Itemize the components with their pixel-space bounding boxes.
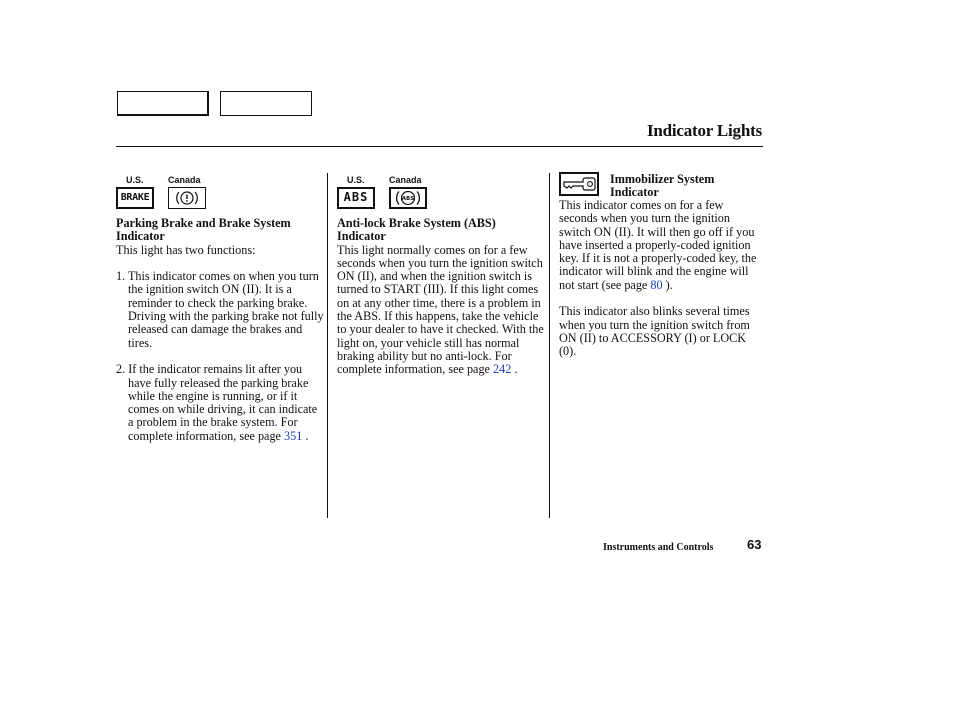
parking-brake-heading: Parking Brake and Brake System Indicator [116, 216, 291, 244]
immobilizer-section [559, 199, 764, 359]
abs-section [337, 174, 545, 377]
parking-brake-item-1: 1. This indicator comes on when you turn the ignition switch ON (II). It is a reminder to check the parking brake. Driving with the parking brake not fully released can damage the brakes and tires. [116, 269, 324, 350]
region-label-us: U.S. [347, 175, 365, 185]
column-divider [549, 173, 550, 518]
brake-warning-icon [168, 187, 206, 209]
region-label-canada: Canada [168, 175, 201, 185]
region-label-us: U.S. [126, 175, 144, 185]
abs-heading: Anti-lock Brake System (ABS) Indicator [337, 216, 496, 244]
column-divider [327, 173, 328, 518]
page-title: Indicator Lights [646, 121, 762, 140]
abs-text-icon: ABS [337, 187, 375, 209]
immobilizer-para-1: This indicator comes on for a few seconds when you turn the ignition switch ON (II). It will then go off if you have inserted a properly-coded ignition key. If it is not a properly-coded key, the indicator will blink and the engine will not start (see page 80 ). [559, 198, 757, 292]
footer-section-name: Instruments and Controls [603, 542, 714, 553]
page-link-80[interactable]: 80 [650, 277, 663, 292]
title-rule [116, 146, 763, 147]
abs-body: This light normally comes on for a few seconds when you turn the ignition switch ON (II), and when the ignition switch is turned to START (III). If this light comes on at any other time, there is a problem in the ABS. If this happens, take the vehicle to your dealer to have it checked. With the light on, your vehicle still has normal braking ability but no anti-lock. For complete information, see page 242 . [337, 242, 544, 377]
svg-text:ABS: ABS [401, 196, 415, 202]
parking-brake-section [116, 174, 324, 443]
region-label-canada: Canada [389, 175, 422, 185]
parking-brake-item-2: 2. If the indicator remains lit after you have fully released the parking brake while the engine is running, or if it comes on while driving, it can indicate a problem in the brake system. For complete information, see page 351 . [116, 362, 318, 443]
key-icon [559, 172, 599, 196]
page-number: 63 [747, 537, 762, 552]
nav-tab-next[interactable] [220, 91, 312, 116]
immobilizer-para-2: This indicator also blinks several times when you turn the ignition switch from ON (II) to ACCESSORY (I) or LOCK (0). [559, 304, 750, 359]
immobilizer-heading: Immobilizer System Indicator [610, 172, 715, 200]
brake-text-icon: BRAKE [116, 187, 154, 209]
parking-brake-intro: This light has two functions: [116, 242, 256, 257]
nav-tab-previous[interactable] [117, 91, 209, 116]
abs-circle-icon [389, 187, 427, 209]
page-link-242[interactable]: 242 [493, 362, 512, 377]
page-link-351[interactable]: 351 [284, 428, 303, 443]
